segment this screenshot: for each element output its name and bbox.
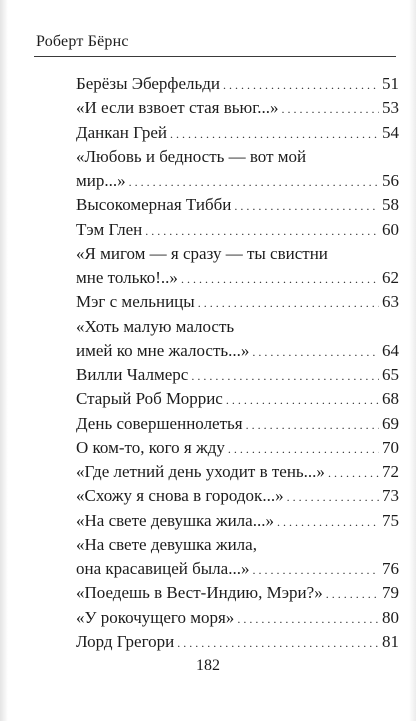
toc-entry-row	[76, 193, 399, 217]
toc-entry-row	[76, 96, 399, 120]
toc-entry-title-line: «На свете девушка жила,	[76, 534, 257, 554]
dot-leader	[129, 169, 379, 194]
dot-leader	[252, 339, 379, 364]
dot-leader	[326, 581, 379, 606]
toc-entry	[76, 484, 399, 508]
toc-entry-row	[76, 484, 399, 508]
dot-leader	[287, 484, 379, 509]
toc-entry-title: Старый Роб Моррис	[76, 389, 223, 409]
toc-entry-title: Мэг с мельницы	[76, 292, 195, 312]
toc-entry-row	[76, 606, 399, 630]
toc-entry-title-line: «Любовь и бедность — вот мой	[76, 146, 307, 166]
toc-entry-title: она красавицей была...»	[76, 559, 250, 578]
toc-entry-title: имей ко мне жалость...»	[76, 340, 250, 360]
toc-entry-row	[76, 218, 399, 242]
toc-entry-page-number: 80	[382, 607, 399, 627]
toc-entry-row	[76, 436, 399, 460]
toc-entry-title: «И если взвоет стая вьюг...»	[76, 98, 279, 118]
toc-entry-row	[76, 581, 399, 605]
dot-leader	[234, 193, 379, 218]
toc-entry	[76, 193, 399, 217]
toc-entry-page-number: 63	[382, 292, 399, 312]
toc-entry-row	[76, 509, 399, 533]
toc-entry	[76, 630, 399, 654]
toc-entry-page-number: 60	[382, 219, 399, 239]
toc-entry	[76, 387, 399, 411]
dot-leader	[252, 557, 379, 582]
toc-entry-title: мир...»	[76, 171, 126, 190]
toc-entry-title: Высокомерная Тибби	[76, 195, 232, 215]
toc-entry-row	[76, 72, 399, 96]
dot-leader	[237, 606, 379, 631]
dot-leader	[145, 218, 379, 243]
toc-entry-page-number: 72	[382, 462, 399, 481]
toc-entry-row	[76, 460, 399, 484]
dot-leader	[226, 387, 379, 412]
toc-entry-title: «У рокочущего моря»	[76, 607, 235, 627]
toc-entry-page-number: 75	[382, 510, 399, 530]
toc-entry-page-number: 76	[382, 559, 399, 578]
toc-entry-title: «Где летний день уходит в тень...»	[76, 462, 325, 481]
toc-entry	[76, 606, 399, 630]
toc-entry-row	[76, 363, 399, 387]
toc-entry-title: «Схожу я снова в городок...»	[76, 486, 284, 506]
toc-entry-row	[76, 412, 399, 436]
toc-entry-row	[76, 339, 399, 363]
toc-entry-page-number: 69	[382, 413, 399, 433]
toc-entry-title-line: «Я мигом — я сразу — ты свистни	[76, 243, 328, 263]
table-of-contents	[76, 72, 399, 654]
toc-entry-title: День совершеннолетья	[76, 413, 243, 433]
dot-leader	[277, 509, 379, 534]
dot-leader	[223, 72, 379, 97]
toc-entry	[76, 218, 399, 242]
toc-entry-title: Берёзы Эберфельди	[76, 74, 220, 93]
toc-entry-page-number: 73	[382, 486, 399, 506]
toc-entry	[76, 436, 399, 460]
toc-entry	[76, 509, 399, 533]
toc-entry	[76, 460, 399, 484]
running-head: Роберт Бёрнс	[36, 33, 129, 50]
toc-entry-page-number: 58	[382, 195, 399, 215]
toc-entry	[76, 96, 399, 120]
toc-entry-row	[76, 169, 399, 193]
toc-entry-row	[76, 121, 399, 145]
toc-entry	[76, 412, 399, 436]
toc-entry-title: Тэм Глен	[76, 219, 143, 239]
toc-entry	[76, 145, 399, 194]
dot-leader	[191, 363, 379, 388]
toc-entry-page-number: 68	[382, 389, 399, 409]
toc-entry-page-number: 53	[382, 98, 399, 118]
toc-entry-title: Вилли Чалмерс	[76, 365, 189, 384]
dot-leader	[328, 460, 379, 485]
toc-entry-page-number: 62	[382, 268, 399, 287]
toc-entry	[76, 363, 399, 387]
toc-entry-title: «На свете девушка жила...»	[76, 510, 274, 530]
dot-leader	[177, 630, 379, 655]
toc-entry	[76, 242, 399, 291]
dot-leader	[198, 290, 379, 315]
toc-entry-page-number: 65	[382, 365, 399, 384]
toc-entry	[76, 581, 399, 605]
header-rule	[34, 56, 396, 57]
toc-entry-row	[76, 290, 399, 314]
toc-entry-page-number: 51	[382, 74, 399, 93]
toc-entry	[76, 121, 399, 145]
toc-entry	[76, 315, 399, 364]
toc-entry-title: «Поедешь в Вест-Индию, Мэри?»	[76, 583, 323, 603]
toc-entry	[76, 72, 399, 96]
toc-entry-row	[76, 557, 399, 581]
toc-entry	[76, 290, 399, 314]
toc-entry-row	[76, 266, 399, 290]
toc-entry-title: мне только!..»	[76, 268, 178, 287]
page-number: 182	[196, 657, 220, 674]
toc-entry-page-number: 79	[382, 583, 399, 603]
dot-leader	[170, 121, 379, 146]
toc-entry-page-number: 56	[382, 171, 399, 190]
toc-entry-page-number: 54	[382, 122, 399, 142]
toc-entry-title: Данкан Грей	[76, 122, 168, 142]
toc-entry-row	[76, 387, 399, 411]
toc-entry-page-number: 64	[382, 340, 399, 360]
toc-entry	[76, 533, 399, 582]
toc-entry-page-number: 70	[382, 437, 399, 457]
dot-leader	[282, 96, 379, 121]
toc-entry-page-number: 81	[382, 631, 399, 651]
toc-entry-title-line: «Хоть малую малость	[76, 316, 235, 336]
dot-leader	[246, 412, 379, 437]
dot-leader	[181, 266, 379, 291]
toc-entry-title: Лорд Грегори	[76, 631, 175, 651]
toc-entry-row	[76, 630, 399, 654]
toc-entry-title: О ком-то, кого я жду	[76, 437, 225, 457]
dot-leader	[228, 436, 379, 461]
